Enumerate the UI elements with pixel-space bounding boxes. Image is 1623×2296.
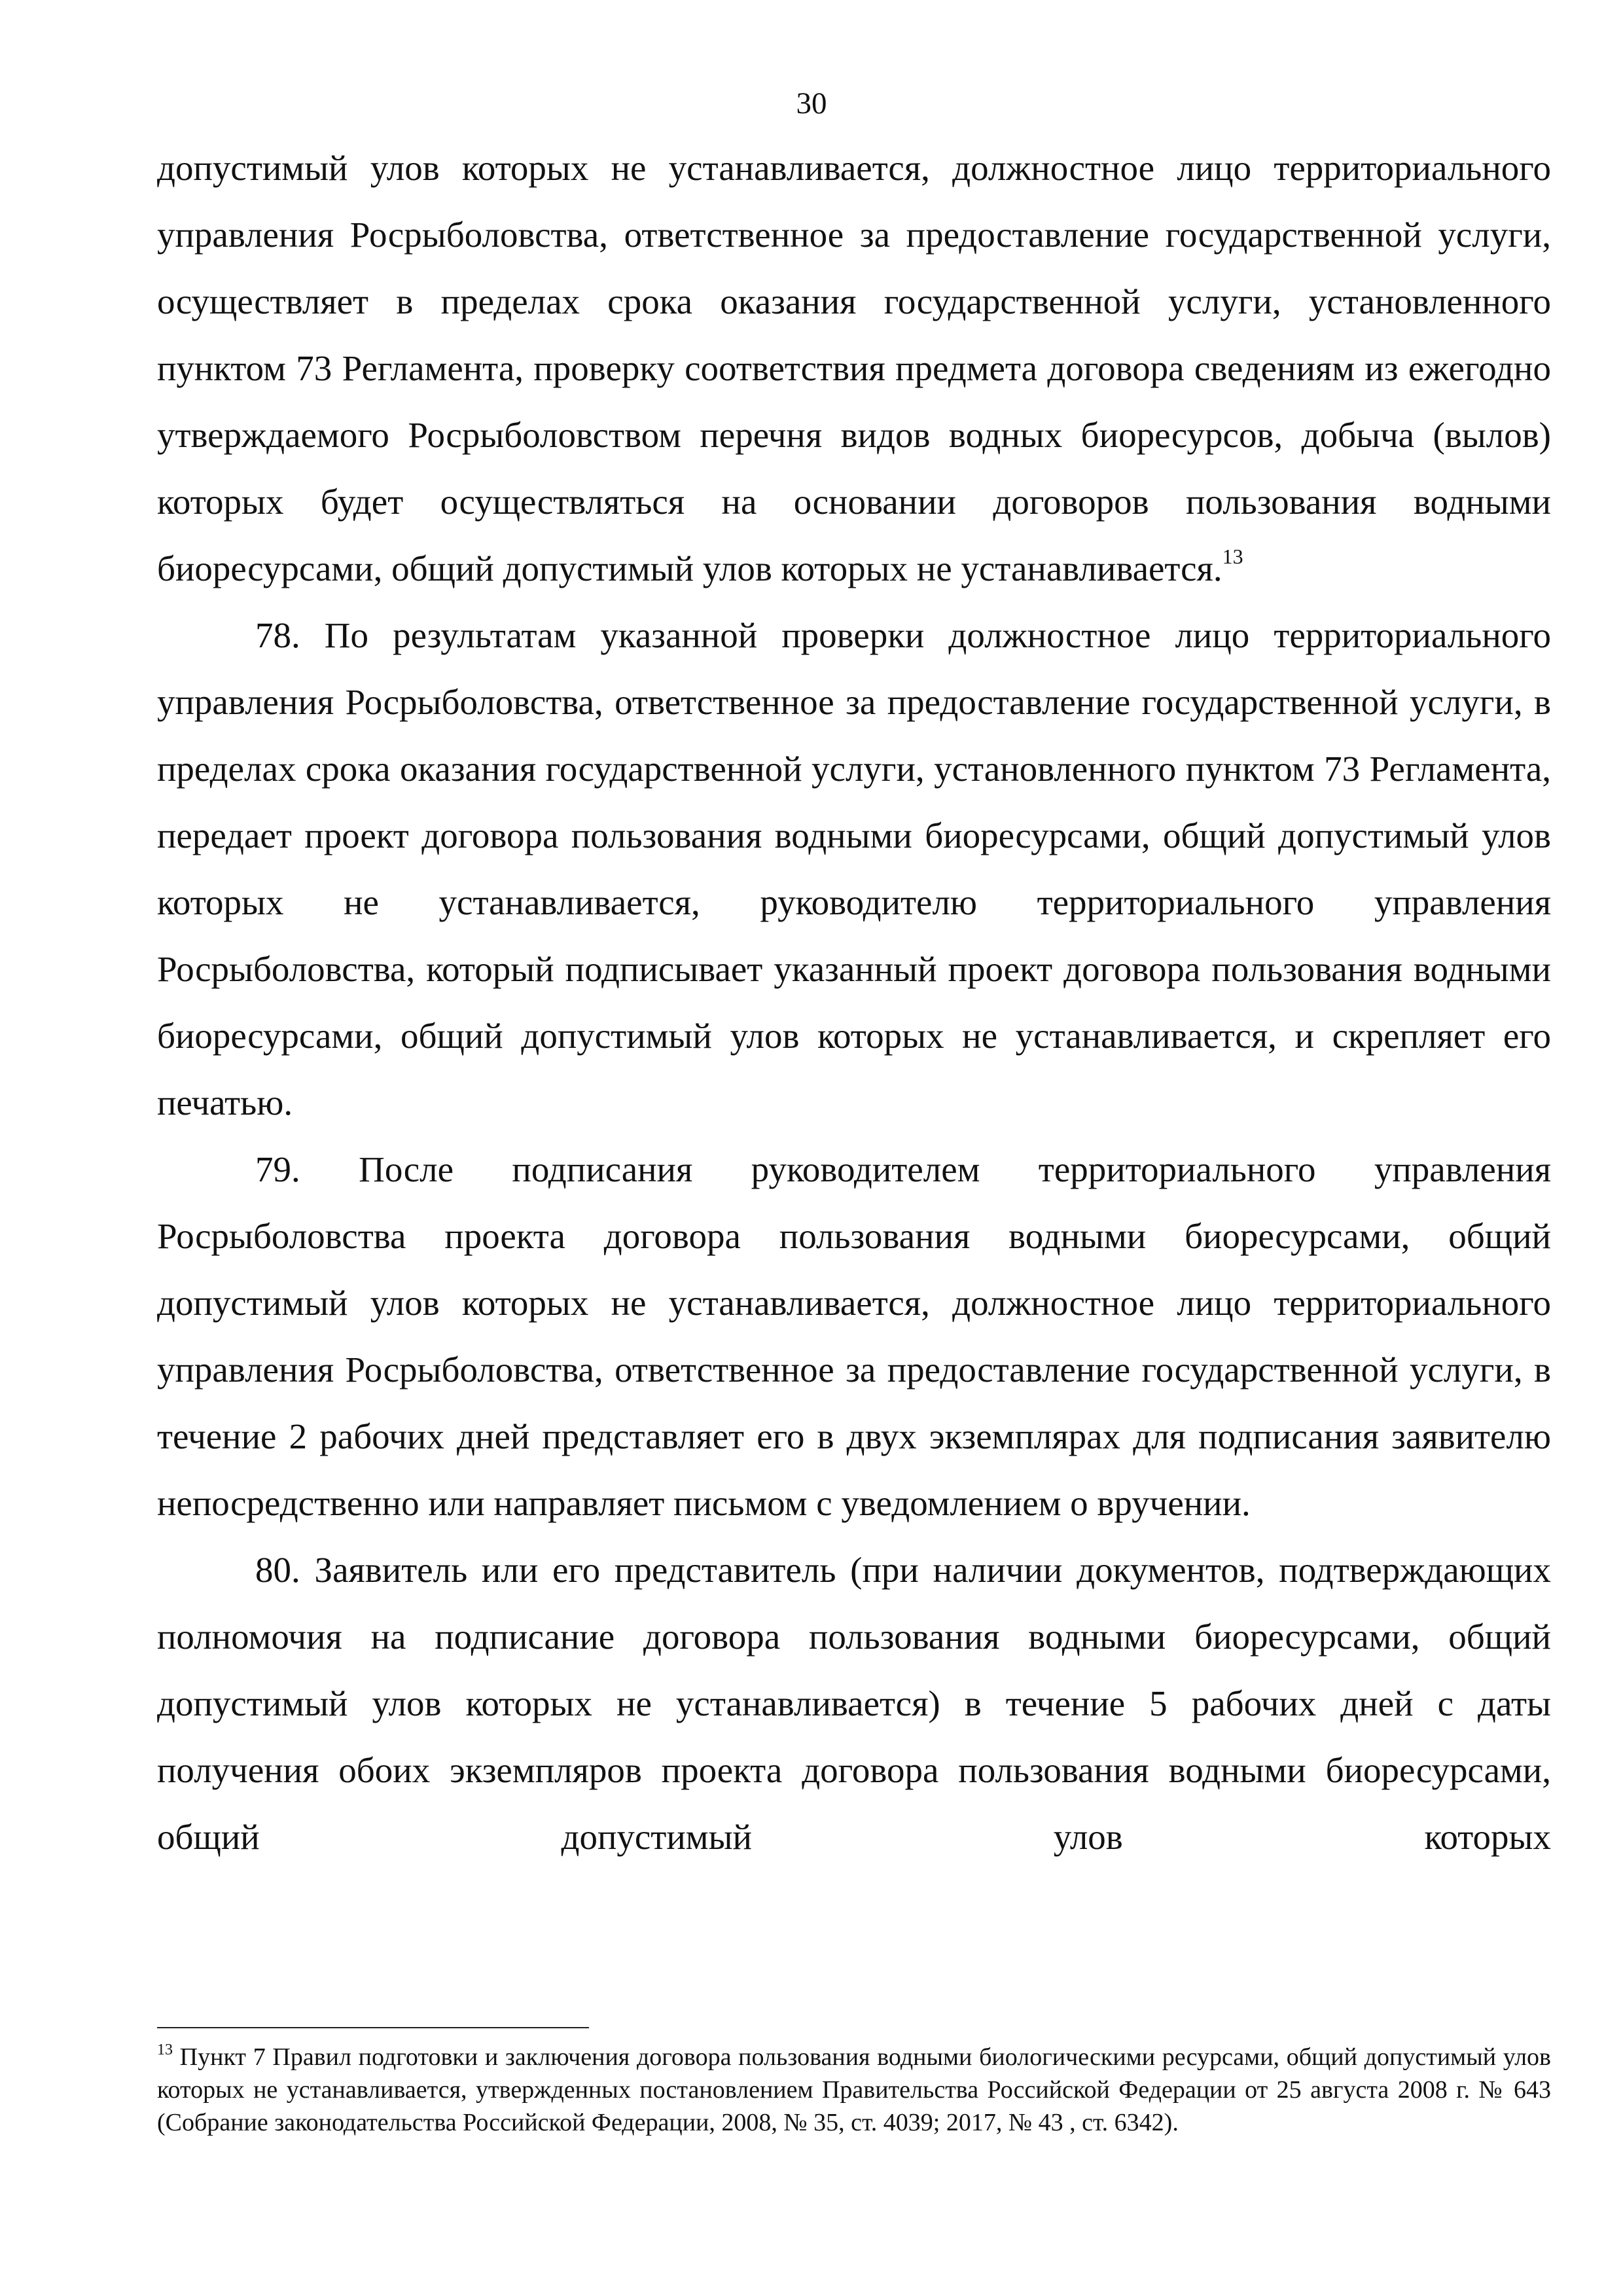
footnote-separator xyxy=(157,2027,589,2028)
page-number: 30 xyxy=(796,86,827,120)
paragraph-79: 79. После подписания руководителем территориального управления Росрыболовства проекта договора пользования водными биоресурсами, общий допустимый улов которых не устанавливается, должностное лицо территориального управления Росрыболовства, ответственное за предоставление государственной услуги, в течение 2 рабочих дней представляет его в двух экземплярах для подписания заявителю непосредственно или направляет письмом с уведомлением о вручении. xyxy=(157,1149,1551,1523)
paragraph-77-continuation xyxy=(157,135,1551,602)
footnote xyxy=(157,2041,1551,2139)
paragraph-78: 78. По результатам указанной проверки должностное лицо территориального управления Росрыболовства, ответственное за предоставление государственной услуги, в пределах срока оказания государственной услуги, установленного пунктом 73 Регламента, передает проект договора пользования водными биоресурсами, общий допустимый улов которых не устанавливается, руководителю территориального управления Росрыболовства, который подписывает указанный проект договора пользования водными биоресурсами, общий допустимый улов которых не устанавливается, и скрепляет его печатью. xyxy=(157,615,1551,1122)
document-body xyxy=(157,135,1551,1871)
paragraph-text: допустимый улов которых не устанавливается, должностное лицо территориального управления Росрыболовства, ответственное за предоставление государственной услуги, осуществляет в пределах срока оказания государственной услуги, установленного пунктом 73 Регламента, проверку соответствия предмета договора сведениям из ежегодно утверждаемого Росрыболовством перечня видов водных биоресурсов, добыча (вылов) которых будет осуществляться на основании договоров пользования водными биоресурсами, общий допустимый улов которых не устанавливается. xyxy=(157,148,1551,588)
footnote-marker: 13 xyxy=(157,2041,173,2058)
footnote-text: Пункт 7 Правил подготовки и заключения договора пользования водными биологическими ресурсами, общий допустимый улов которых не устанавливается, утвержденных постановлением Правительства Российской Федерации от 25 августа 2008 г. № 643 (Собрание законодательства Российской Федерации, 2008, № 35, ст. 4039; 2017, № 43 , ст. 6342). xyxy=(157,2043,1551,2136)
paragraph-80: 80. Заявитель или его представитель (при наличии документов, подтверждающих полномочия на подписание договора пользования водными биоресурсами, общий допустимый улов которых не устанавливается) в течение 5 рабочих дней с даты получения обоих экземпляров проекта договора пользования водными биоресурсами, общий допустимый улов которых xyxy=(157,1550,1551,1857)
footnote-reference[interactable]: 13 xyxy=(1222,545,1243,568)
